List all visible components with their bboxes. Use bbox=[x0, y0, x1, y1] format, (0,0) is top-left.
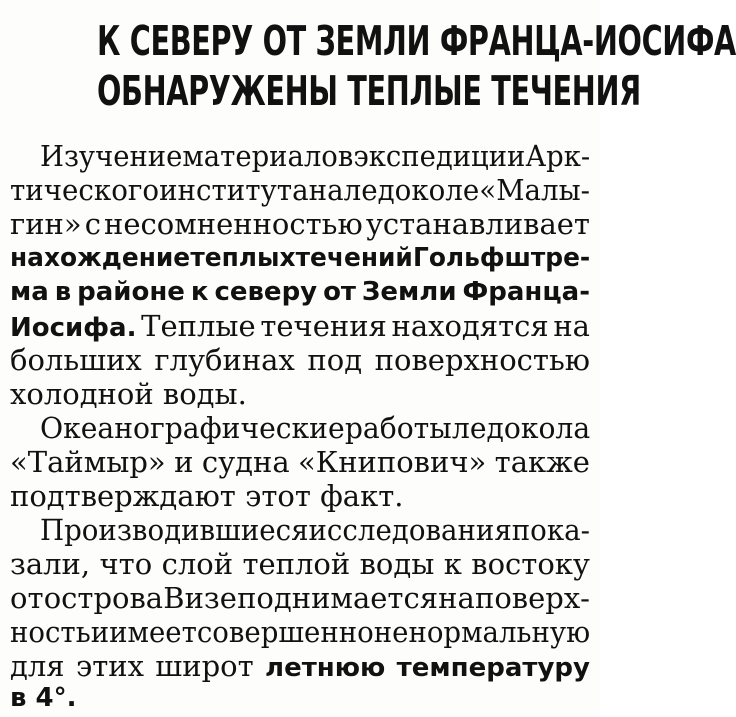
paragraph-1-line-4-bold bbox=[10, 240, 590, 276]
paragraph-1-line-7 bbox=[10, 342, 590, 378]
word: Франца- bbox=[462, 277, 590, 307]
paragraph-3-line-6-bold: в 4°. bbox=[10, 683, 77, 713]
paragraph-1-line-5-bold bbox=[10, 274, 590, 310]
word: воды bbox=[359, 547, 435, 581]
paragraph-1-line-3 bbox=[10, 206, 590, 242]
headline-line-1: К СЕВЕРУ ОТ ЗЕМЛИ ФРАНЦА-ИОСИФА bbox=[97, 17, 736, 65]
word: от bbox=[323, 277, 356, 307]
word: Гольфштре- bbox=[412, 243, 591, 273]
word: для bbox=[10, 649, 65, 683]
paragraph-3-line-5 bbox=[10, 648, 590, 684]
word: зали, bbox=[10, 547, 91, 581]
word: ненормальную bbox=[373, 615, 591, 649]
word: также bbox=[494, 445, 590, 479]
word: от bbox=[10, 581, 44, 615]
word: и bbox=[90, 615, 110, 649]
paragraph-3-line-3 bbox=[10, 580, 590, 616]
word: Изучение bbox=[40, 139, 183, 173]
word: слой bbox=[161, 547, 234, 581]
paragraph-3-line-2 bbox=[10, 546, 590, 582]
word: Визе bbox=[163, 581, 237, 615]
paragraph-1-line-6 bbox=[10, 308, 590, 344]
word: экспедиции bbox=[353, 139, 526, 173]
headline-line-2: ОБНАРУЖЕНЫ ТЕПЛЫЕ ТЕЧЕНИЯ bbox=[97, 67, 641, 115]
word: судна bbox=[201, 445, 290, 479]
word: к bbox=[190, 277, 209, 307]
word: широт bbox=[155, 649, 254, 683]
word: поднимается bbox=[237, 581, 438, 615]
paragraph-3-line-4 bbox=[10, 614, 590, 650]
word: Производившиеся bbox=[40, 513, 309, 547]
paragraph-1-line-1 bbox=[40, 138, 590, 174]
paragraph-1-line-2 bbox=[10, 172, 590, 208]
paragraph-2-line-2 bbox=[10, 444, 590, 480]
bold-word: Иосифа. bbox=[10, 313, 137, 343]
word: в bbox=[54, 277, 72, 307]
paragraph-1-line-8: холодной воды. bbox=[10, 377, 247, 411]
paragraph-2-line-1 bbox=[40, 410, 590, 446]
word: поверхностью bbox=[374, 343, 590, 377]
paragraph-3-line-1 bbox=[40, 512, 590, 548]
word: Теплые bbox=[141, 309, 256, 343]
word: течений bbox=[295, 243, 413, 273]
word: больших bbox=[10, 343, 142, 377]
word: теплой bbox=[242, 547, 351, 581]
word: работы bbox=[344, 411, 452, 445]
word: «Малы- bbox=[479, 173, 590, 207]
word: Арк- bbox=[525, 139, 591, 173]
word: и bbox=[174, 445, 194, 479]
word: исследования bbox=[308, 513, 512, 547]
word: института bbox=[159, 173, 309, 207]
word: Земли bbox=[361, 277, 457, 307]
word: на bbox=[438, 581, 475, 615]
word: что bbox=[99, 547, 153, 581]
word: востоку bbox=[471, 547, 590, 581]
bold-word: летнюю bbox=[265, 653, 386, 683]
bold-word: температуру bbox=[396, 653, 590, 683]
word: Океанографические bbox=[40, 411, 345, 445]
word: совершенно bbox=[196, 615, 374, 649]
word: течения bbox=[260, 309, 387, 343]
word: к bbox=[443, 547, 462, 581]
word: ледоколе bbox=[343, 173, 480, 207]
word: районе bbox=[77, 277, 185, 307]
word: теплых bbox=[190, 243, 296, 273]
word: острова bbox=[43, 581, 164, 615]
word: на bbox=[553, 309, 590, 343]
word: гин» bbox=[10, 207, 82, 241]
word: ма bbox=[10, 277, 49, 307]
word: северу bbox=[214, 277, 318, 307]
word: несомненностью bbox=[104, 207, 363, 241]
word: этих bbox=[75, 649, 144, 683]
paragraph-2-line-3: подтверждают этот факт. bbox=[10, 479, 404, 513]
word: имеет bbox=[109, 615, 197, 649]
word: устанавливает bbox=[365, 207, 590, 241]
word: ность bbox=[10, 615, 91, 649]
word: с bbox=[84, 207, 101, 241]
word: находятся bbox=[391, 309, 549, 343]
word: поверх- bbox=[474, 581, 590, 615]
word: «Книпович» bbox=[298, 445, 487, 479]
word: тического bbox=[10, 173, 160, 207]
word: на bbox=[308, 173, 344, 207]
word: материалов bbox=[182, 139, 354, 173]
word: глубинах bbox=[154, 343, 295, 377]
word: «Таймыр» bbox=[10, 445, 166, 479]
word: ледокола bbox=[451, 411, 591, 445]
word: под bbox=[307, 343, 363, 377]
word: нахождение bbox=[10, 243, 191, 273]
word: пока- bbox=[511, 513, 590, 547]
